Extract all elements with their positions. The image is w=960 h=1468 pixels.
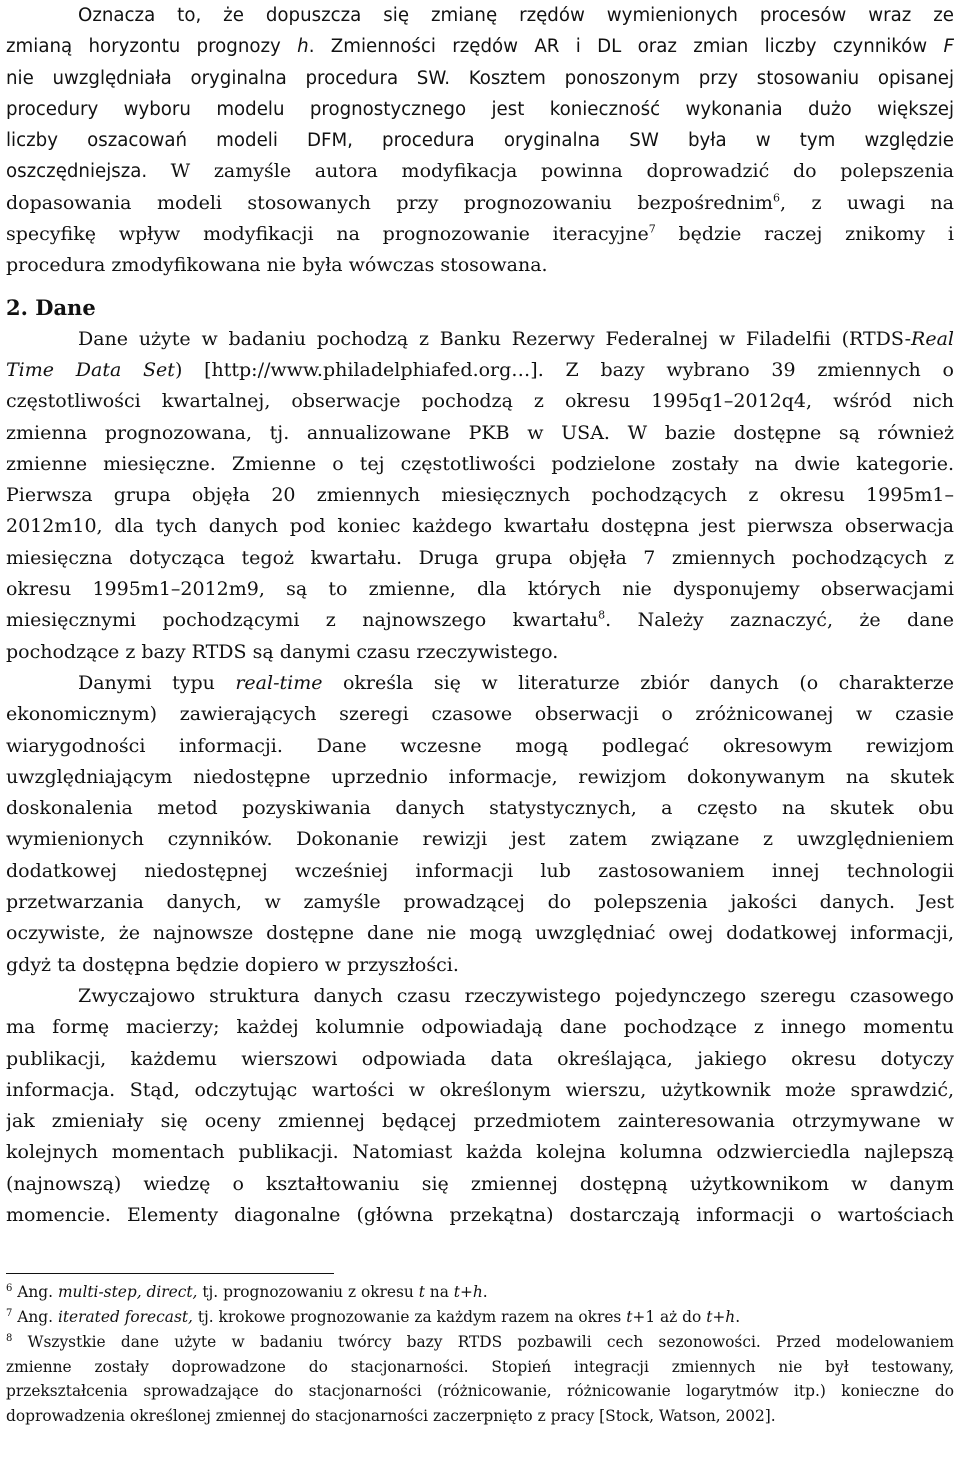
text-line: procedura zmodyfikowana nie była wówczas stosowana. bbox=[6, 254, 548, 277]
footnote-line: $^8$ Wszystkie dane użyte w badaniu twórcy bazy RTDS pozbawili cech sezonowości. Przed modelowaniem bbox=[6, 1332, 954, 1351]
text-line: wymienionych czynników. Dokonanie rewizji jest zatem związane z uwzględnieniem bbox=[6, 828, 954, 851]
paragraph-data-source bbox=[6, 324, 954, 668]
footnote-6: $^6$ Ang. multi-step, direct, tj. prognozowaniu z okresu t na t+h. bbox=[6, 1283, 488, 1302]
text-line: zmianą horyzontu prognozy h. Zmienności rzędów AR i DL oraz zmian liczby czynników F bbox=[6, 36, 954, 58]
text-line: oczywiste, że najnowsze dostępne dane nie mogą uwzględniać owej dodatkowej informacji, bbox=[6, 922, 954, 945]
text-line: liczby oszacowań modeli DFM, procedura oryginalna SW była w tym względzie bbox=[6, 130, 954, 152]
text-line: przetwarzania danych, w zamyśle prowadzącej do polepszenia jakości danych. Jest bbox=[6, 891, 954, 914]
text-line: specyfikę wpływ modyfikacji na prognozowanie iteracyjne$^7$ będzie raczej znikomy i bbox=[6, 222, 954, 246]
footnote-line: doprowadzenia określonej zmiennej do stacjonarności zaczerpnięto z pracy [Stock, Watson, 2002]. bbox=[6, 1407, 776, 1426]
text-line: doskonalenia metod pozyskiwania danych statystycznych, a często na skutek obu bbox=[6, 797, 954, 820]
text-line: momencie. Elementy diagonalne (główna przekątna) dostarczają informacji o wartościach bbox=[6, 1203, 954, 1226]
footnotes bbox=[6, 1280, 954, 1429]
text-line: procedury wyboru modelu prognostycznego jest konieczność wykonania dużo większej bbox=[6, 98, 954, 120]
paragraph-procedure bbox=[6, 0, 954, 282]
text-line: informacja. Stąd, odczytując wartości w określonym wierszu, użytkownik może sprawdzić, bbox=[6, 1078, 954, 1101]
text-line: dodatkowej niedostępnej wcześniej informacji lub zastosowaniem innej technologii bbox=[6, 859, 954, 882]
text-line: 2012m10, dla tych danych pod koniec każdego kwartału dostępna jest pierwsza obserwacja bbox=[6, 515, 954, 538]
text-line: Pierwsza grupa objęła 20 zmiennych miesięcznych pochodzących z okresu 1995m1– bbox=[6, 484, 954, 507]
text-line: miesięcznymi pochodzącymi z najnowszego kwartału$^8$. Należy zaznaczyć, że dane bbox=[6, 609, 954, 632]
text-line: wiarygodności informacji. Dane wczesne mogą podlegać okresowym rewizjom bbox=[6, 734, 954, 757]
text-line: zmienna prognozowana, tj. annualizowane PKB w USA. W bazie dostępne są również bbox=[6, 421, 954, 444]
section-heading: 2. Dane bbox=[6, 294, 96, 320]
text-line: nie uwzględniała oryginalna procedura SW. Kosztem ponoszonym przy stosowaniu opisanej bbox=[6, 67, 954, 89]
text-line: Danymi typu real-time określa się w literaturze zbiór danych (o charakterze bbox=[78, 671, 954, 694]
text-line: Oznacza to, że dopuszcza się zmianę rzędów wymienionych procesów wraz ze bbox=[78, 5, 954, 26]
text-line: pochodzące z bazy RTDS są danymi czasu rzeczywistego. bbox=[6, 640, 559, 663]
text-line: częstotliwości kwartalnej, obserwacje pochodzą z okresu 1995q1–2012q4, wśród nich bbox=[6, 390, 954, 413]
text-line: gdyż ta dostępna będzie dopiero w przyszłości. bbox=[6, 953, 459, 976]
paragraph-matrix-structure bbox=[6, 981, 954, 1231]
footnote-line: przekształcenia sprowadzające do stacjonarności (różnicowanie, różnicowanie logarytmów itp.) konieczne do bbox=[6, 1382, 954, 1401]
footnote-7: $^7$ Ang. iterated forecast, tj. krokowe prognozowanie za każdym razem na okres t+1 aż do t+h. bbox=[6, 1307, 741, 1327]
footnote-ref-7: 7 bbox=[648, 222, 656, 236]
footnote-separator bbox=[6, 1273, 334, 1274]
text-line: oszczędniejsza. W zamyśle autora modyfikacja powinna doprowadzić do polepszenia bbox=[6, 160, 954, 183]
paragraph-real-time bbox=[6, 668, 954, 981]
footnote-ref-8: 8 bbox=[598, 609, 606, 623]
text-line: Zwyczajowo struktura danych czasu rzeczywistego pojedynczego szeregu czasowego bbox=[78, 984, 954, 1007]
text-line: publikacji, każdemu wierszowi odpowiada data określająca, jakiego okresu dotyczy bbox=[6, 1047, 954, 1070]
text-line: ma formę macierzy; każdej kolumnie odpowiadają dane pochodzące z innego momentu bbox=[6, 1016, 954, 1039]
text-line: Dane użyte w badaniu pochodzą z Banku Rezerwy Federalnej w Filadelfii (RTDS-Real bbox=[78, 327, 954, 350]
text-line: Time Data Set) [http://www.philadelphiafed.org…]. Z bazy wybrano 39 zmiennych o bbox=[6, 358, 954, 381]
footnote-ref-6: 6 bbox=[772, 191, 780, 205]
text-line: dopasowania modeli stosowanych przy prognozowaniu bezpośrednim$^6$, z uwagi na bbox=[6, 191, 954, 214]
text-line: zmienne miesięczne. Zmienne o tej częstotliwości podzielone zostały na dwie kategorie. bbox=[6, 452, 954, 475]
text-line: (najnowszą) wiedzę o kształtowaniu się zmiennej dostępną użytkownikom w danym bbox=[6, 1172, 954, 1195]
text-line: miesięczna dotycząca tegoż kwartału. Druga grupa objęła 7 zmiennych pochodzących z bbox=[6, 546, 954, 569]
text-line: uwzględniającym niedostępne uprzednio informacje, rewizjom dokonywanym na skutek bbox=[6, 765, 954, 788]
text-line: okresu 1995m1–2012m9, są to zmienne, dla których nie dysponujemy obserwacjami bbox=[6, 578, 954, 601]
text-line: ekonomicznym) zawierających szeregi czasowe obserwacji o zróżnicowanej w czasie bbox=[6, 703, 954, 726]
text-line: jak zmieniały się oceny zmiennej będącej przedmiotem zainteresowania otrzymywane w bbox=[6, 1110, 954, 1133]
footnote-8 bbox=[6, 1330, 954, 1429]
footnote-line: zmienne zostały doprowadzone do stacjonarności. Stopień integracji zmiennych nie był testowany, bbox=[6, 1357, 954, 1376]
text-line: kolejnych momentach publikacji. Natomiast każda kolejna kolumna odzwierciedla najlepszą bbox=[6, 1141, 954, 1164]
